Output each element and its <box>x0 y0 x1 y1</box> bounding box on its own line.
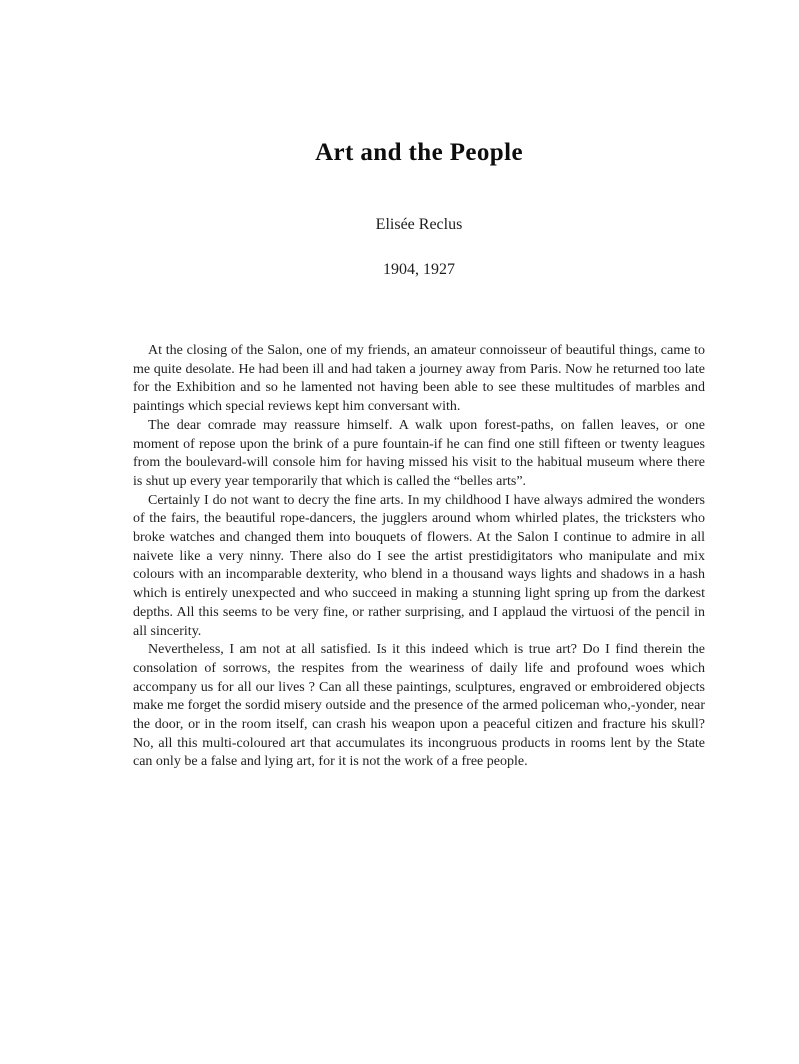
paragraph: Certainly I do not want to decry the fine arts. In my childhood I have always admired the wonders of the fairs, the beautiful rope-dancers, the jugglers around whom whirled plates, the tricksters who broke watches and changed them into bouquets of flowers. At the Salon I continue to admire in all naivete like a very ninny. There also do I see the artist prestidigitators who manipulate and mix colours with an incomparable dexterity, who blend in a thousand ways lights and shadows in a hash which is entirely unexpected and who succeed in making a stunning light spring up from the darkest depths. All this seems to be very fine, or rather surprising, and I applaud the virtuosi of the pencil in all sincerity. <box>133 492 705 639</box>
paragraph: Nevertheless, I am not at all satisfied. Is it this indeed which is true art? Do I find therein the consolation of sorrows, the respites from the weariness of daily life and profound woes which accompany us for all our lives ? Can all these paintings, sculptures, engraved or embroidered objects make me forget the sordid misery outside and the presence of the armed policeman who,-yonder, near the door, or in the room itself, can crash his weapon upon a peaceful citizen and fracture his skull? No, all this multi-coloured art that accumulates its incongruous products in rooms lent by the State can only be a false and lying art, for it is not the work of a free people. <box>133 642 705 770</box>
paragraph: The dear comrade may reassure himself. A walk upon forest-paths, on fallen leaves, or one moment of repose upon the brink of a pure fountain-if he can find one still fifteen or twenty leagues from the boulevard-will console him for having missed his visit to the habitual museum where there is shut up every year temporarily that which is called the “belles arts”. <box>133 417 705 489</box>
document-date: 1904, 1927 <box>383 261 455 278</box>
document-author: Elisée Reclus <box>375 216 463 233</box>
paragraph: At the closing of the Salon, one of my friends, an amateur connoisseur of beautiful things, came to me quite desolate. He had been ill and had taken a journey away from Paris. Now he returned too late for the Exhibition and so he lamented not having been able to see these multitudes of marbles and paintings which special reviews kept him conversant with. <box>133 343 705 415</box>
document-body <box>133 342 705 772</box>
document-title: Art and the People <box>315 139 523 166</box>
